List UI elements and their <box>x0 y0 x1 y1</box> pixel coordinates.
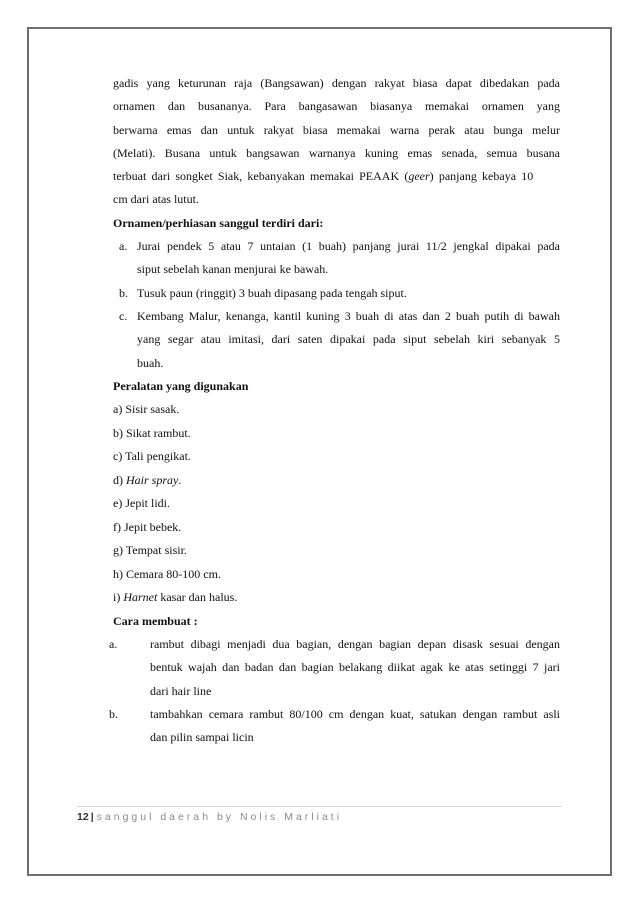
paragraph-line-text: terbuat dari songket Siak, kebanyakan memakai PEAAK ( <box>113 169 409 184</box>
list-marker: c. <box>119 308 128 323</box>
list-item <box>109 703 560 750</box>
intro-paragraph <box>113 72 560 212</box>
paragraph-line-emphasis: geer <box>408 169 430 184</box>
steps-list <box>109 633 560 749</box>
list-item: g) Tempat sisir. <box>113 543 187 558</box>
paragraph-line: berwarna emas dan untuk rakyat biasa memakai warna perak atau bunga melur <box>113 122 560 137</box>
paragraph-line <box>113 165 560 188</box>
list-item-line: dan pilin sampai licin <box>150 730 254 745</box>
steps-heading: Cara membuat : <box>113 613 198 628</box>
paragraph-line: gadis yang keturunan raja (Bangsawan) dengan rakyat biasa dapat dibedakan pada <box>113 76 560 90</box>
ornaments-heading: Ornamen/perhiasan sanggul terdiri dari: <box>113 215 324 230</box>
list-item-line: Kembang Malur, kenanga, kantil kuning 3 buah di atas dan 2 buah putih di bawah <box>137 308 560 323</box>
list-item-line: tambahkan cemara rambut 80/100 cm dengan kuat, satukan dengan rambut asli <box>150 706 560 721</box>
list-item-text: kasar dan halus. <box>157 590 238 605</box>
footer-separator: | <box>90 811 94 823</box>
list-item-line: siput sebelah kanan menjurai ke bawah. <box>137 262 329 277</box>
list-item <box>113 586 560 610</box>
list-item-emphasis: Harnet <box>123 590 158 605</box>
list-marker: b. <box>109 706 118 721</box>
list-item: a) Sisir sasak. <box>113 402 180 417</box>
list-item-text: i) <box>113 590 124 605</box>
list-item-line: buah. <box>137 355 164 370</box>
list-item <box>113 305 560 375</box>
paragraph-line-text: ) panjang kebaya 10 <box>429 169 534 184</box>
paragraph-line: ornamen dan busananya. Para bangasawan biasanya memakai ornamen yang <box>113 99 560 114</box>
list-item-line: rambut dibagi menjadi dua bagian, dengan bagian depan disask sesuai dengan <box>150 636 560 651</box>
page-footer <box>77 811 342 823</box>
list-item-line: Jurai pendek 5 atau 7 untaian (1 buah) panjang jurai 11/2 jengkal dipakai pada <box>137 239 560 254</box>
list-item <box>113 235 560 282</box>
paragraph-line: cm dari atas lutut. <box>113 192 199 207</box>
list-marker: a. <box>109 636 118 651</box>
list-item-line: yang segar atau imitasi, dari saten dipakai pada siput sebelah kiri sebanyak 5 <box>137 332 560 347</box>
list-item-line: dari hair line <box>150 683 212 698</box>
page-content <box>109 72 560 749</box>
list-item: c) Tali pengikat. <box>113 449 191 464</box>
paragraph-line: (Melati). Busana untuk bangsawan warnanya kuning emas senada, semua busana <box>113 145 560 160</box>
list-item-line: Tusuk paun (ringgit) 3 buah dipasang pada tengah siput. <box>137 285 407 300</box>
list-item: f) Jepit bebek. <box>113 519 182 534</box>
ornaments-list <box>113 235 560 375</box>
list-item <box>109 633 560 703</box>
list-item: b) Sikat rambut. <box>113 425 191 440</box>
footer-divider <box>77 806 562 807</box>
list-item <box>113 469 560 493</box>
list-item-line: bentuk wajah dan badan dan bagian belakang diikat agak ke atas setinggi 7 jari <box>150 660 560 675</box>
list-item: e) Jepit lidi. <box>113 496 170 511</box>
list-marker: a. <box>119 239 128 254</box>
tools-list <box>113 398 560 610</box>
page-number: 12 <box>77 811 89 823</box>
tools-heading: Peralatan yang digunakan <box>113 378 249 393</box>
footer-title: sanggul daerah by Nolis Marliati <box>96 811 343 823</box>
list-item <box>113 282 560 305</box>
list-marker: b. <box>119 285 128 300</box>
list-item-text: . <box>178 472 182 487</box>
list-item-text: d) <box>113 472 126 487</box>
list-item-emphasis: Hair spray <box>126 472 179 487</box>
list-item: h) Cemara 80-100 cm. <box>113 566 221 581</box>
